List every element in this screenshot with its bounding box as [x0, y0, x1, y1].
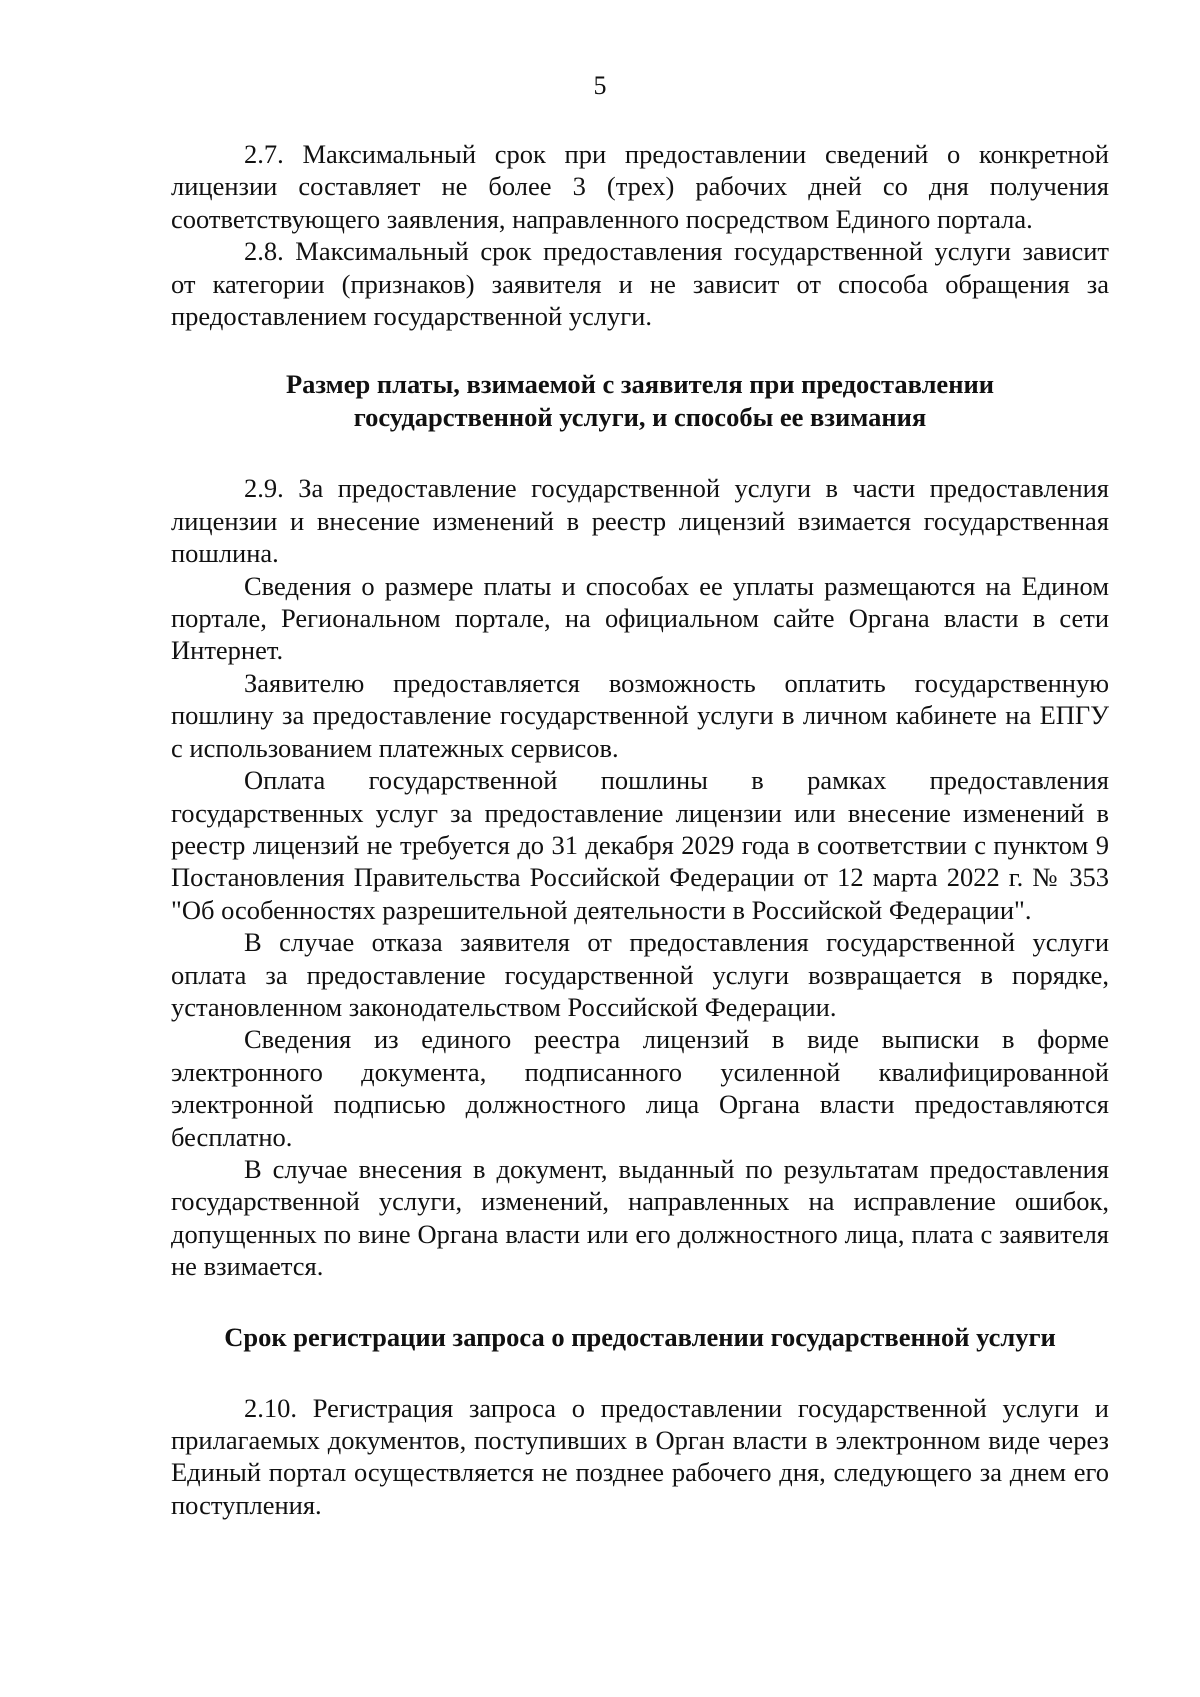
paragraph-2-10: 2.10. Регистрация запроса о предоставлении государственной услуги и прилагаемых документов, поступивших в Орган власти в электронном виде через Единый портал осуществляется не позднее рабочего дня, следующего за днем его поступления.: [171, 1392, 1109, 1520]
document-body: [171, 138, 1109, 1521]
paragraph-2-7: 2.7. Максимальный срок при предоставлении сведений о конкретной лицензии составляет не более 3 (трех) рабочих дней со дня получения соответствующего заявления, направленного посредством Единого портала.: [171, 139, 1109, 234]
section-heading-fee: Размер платы, взимаемой с заявителя при предоставлении государственной услуги, и способы ее взимания: [285, 369, 995, 433]
section-heading-registration: Срок регистрации запроса о предоставлении государственной услуги: [224, 1321, 1056, 1352]
paragraph-refund: В случае отказа заявителя от предоставления государственной услуги оплата за предоставление государственной услуги возвращается в порядке, установленном законодательством Российской Федерации.: [171, 927, 1109, 1022]
paragraph-2-9: 2.9. За предоставление государственной услуги в части предоставления лицензии и внесение изменений в реестр лицензий взимается государственная пошлина.: [171, 473, 1109, 569]
paragraph-fee-info: Сведения о размере платы и способах ее уплаты размещаются на Едином портале, Региональном портале, на официальном сайте Органа власти в сети Интернет.: [171, 570, 1109, 666]
paragraph-fee-exemption: Оплата государственной пошлины в рамках предоставления государственных услуг за предоставление лицензии или внесение изменений в реестр лицензий не требуется до 31 декабря 2029 года в соответствии с пунктом 9 Постановления Правительства Российской Федерации от 12 марта 2022 г. № 353 "Об особенностях разрешительной деятельности в Российской Федерации".: [171, 765, 1109, 925]
paragraph-2-8: 2.8. Максимальный срок предоставления государственной услуги зависит от категории (признаков) заявителя и не зависит от способа обращения за предоставлением государственной услуги.: [171, 236, 1109, 332]
paragraph-registry-extract: Сведения из единого реестра лицензий в виде выписки в форме электронного документа, подписанного усиленной квалифицированной электронной подписью должностного лица Органа власти предоставляются бесплатно.: [171, 1024, 1109, 1152]
page-number: 5: [593, 71, 607, 100]
paragraph-error-correction: В случае внесения в документ, выданный по результатам предоставления государственной услуги, изменений, направленных на исправление ошибок, допущенных по вине Органа власти или его должностного лица, плата с заявителя не взимается.: [171, 1153, 1109, 1282]
paragraph-payment-option: Заявителю предоставляется возможность оплатить государственную пошлину за предоставление государственной услуги в личном кабинете на ЕПГУ с использованием платежных сервисов.: [171, 667, 1109, 763]
